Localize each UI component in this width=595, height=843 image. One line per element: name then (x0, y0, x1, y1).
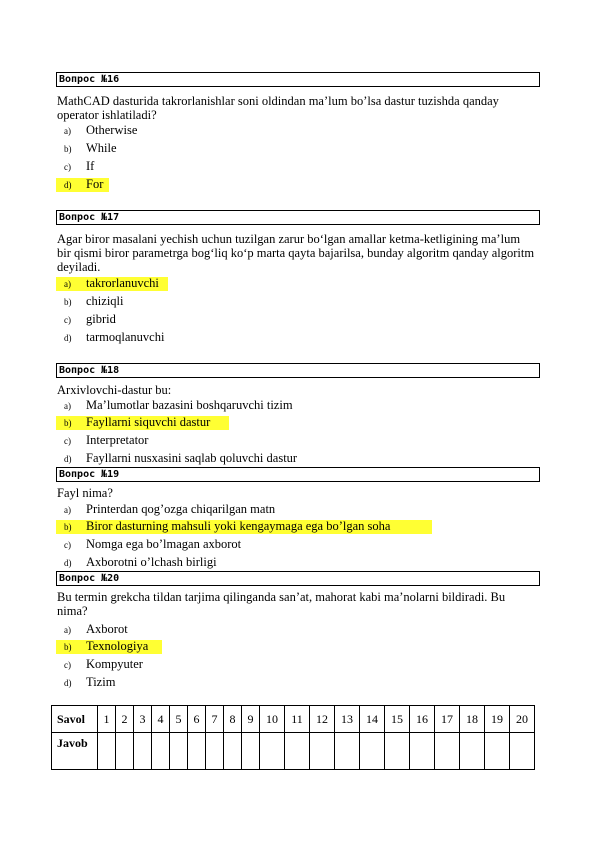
answer-cell[interactable] (134, 733, 152, 770)
option-text: gibrid (86, 312, 116, 326)
answer-cell[interactable] (206, 733, 224, 770)
option-text: chiziqli (86, 294, 124, 308)
option-letter: c) (64, 660, 71, 670)
option-text: Printerdan qog’ozga chiqarilgan matn (86, 502, 276, 516)
answer-cell[interactable] (188, 733, 206, 770)
question-number-cell: 14 (360, 706, 385, 733)
option-text: Fayllarni siquvchi dastur (86, 415, 211, 429)
question-19-text: Fayl nima? (57, 486, 113, 500)
answer-cell[interactable] (224, 733, 242, 770)
answer-cell[interactable] (510, 733, 535, 770)
question-number-cell: 16 (410, 706, 435, 733)
option-letter: c) (64, 315, 71, 325)
question-number-cell: 7 (206, 706, 224, 733)
table-row-savol (52, 706, 535, 733)
question-number-cell: 15 (385, 706, 410, 733)
question-20-header: Вопрос №20 (56, 571, 540, 586)
question-number-cell: 6 (188, 706, 206, 733)
question-number-cell: 5 (170, 706, 188, 733)
answer-cell[interactable] (460, 733, 485, 770)
answer-cell[interactable] (285, 733, 310, 770)
option-letter: c) (64, 162, 71, 172)
option-letter: a) (64, 625, 71, 635)
option-text: While (86, 141, 117, 155)
question-16-header: Вопрос №16 (56, 72, 540, 87)
question-number-cell: 17 (435, 706, 460, 733)
answer-cell[interactable] (242, 733, 260, 770)
option-letter: a) (64, 126, 71, 136)
option-letter: c) (64, 436, 71, 446)
answer-cell[interactable] (260, 733, 285, 770)
question-number-cell: 11 (285, 706, 310, 733)
answer-cell[interactable] (98, 733, 116, 770)
option-text: Texnologiya (86, 639, 149, 653)
option-letter: a) (64, 279, 71, 289)
question-number-cell: 2 (116, 706, 134, 733)
option-text: Interpretator (86, 433, 149, 447)
row-label-savol: Savol (52, 706, 98, 733)
option-letter: d) (64, 180, 72, 190)
question-17-header: Вопрос №17 (56, 210, 540, 225)
option-letter: d) (64, 558, 72, 568)
row-label-javob: Javob (52, 733, 98, 770)
option-text: Kompyuter (86, 657, 143, 671)
question-19-header: Вопрос №19 (56, 467, 540, 482)
option-letter: a) (64, 401, 71, 411)
option-text: Axborot (86, 622, 128, 636)
answer-cell[interactable] (485, 733, 510, 770)
answer-cell[interactable] (385, 733, 410, 770)
option-text: tarmoqlanuvchi (86, 330, 165, 344)
question-number-cell: 13 (335, 706, 360, 733)
answer-cell[interactable] (310, 733, 335, 770)
question-number-cell: 4 (152, 706, 170, 733)
table-row-javob (52, 733, 535, 770)
answer-cell[interactable] (116, 733, 134, 770)
question-16-text: MathCAD dasturida takrorlanishlar soni oldindan ma’lum bo’lsa dastur tuzishda qanday operator ishlatiladi? (57, 94, 499, 122)
option-letter: a) (64, 505, 71, 515)
question-20-text: Bu termin grekcha tildan tarjima qilinganda san’at, mahorat kabi ma’nolarni bildiradi. Bu nima? (57, 590, 506, 618)
answer-cell[interactable] (360, 733, 385, 770)
option-letter: b) (64, 144, 72, 154)
question-number-cell: 10 (260, 706, 285, 733)
question-number-cell: 12 (310, 706, 335, 733)
question-18-text: Arxivlovchi-dastur bu: (57, 383, 172, 397)
option-text: Fayllarni nusxasini saqlab qoluvchi dastur (86, 451, 298, 465)
question-18-header: Вопрос №18 (56, 363, 540, 378)
option-text: Ma’lumotlar bazasini boshqaruvchi tizim (86, 398, 293, 412)
option-text: If (86, 159, 95, 173)
option-letter: b) (64, 522, 72, 532)
option-letter: b) (64, 297, 72, 307)
option-text: takrorlanuvchi (86, 276, 159, 290)
answer-cell[interactable] (435, 733, 460, 770)
option-text: Biror dasturning mahsuli yoki kengaymaga ega bo’lgan soha (86, 519, 391, 533)
option-letter: d) (64, 333, 72, 343)
answer-cell[interactable] (410, 733, 435, 770)
question-number-cell: 3 (134, 706, 152, 733)
option-text: Axborotni o’lchash birligi (86, 555, 217, 569)
option-letter: c) (64, 540, 71, 550)
option-letter: d) (64, 678, 72, 688)
question-number-cell: 20 (510, 706, 535, 733)
question-number-cell: 8 (224, 706, 242, 733)
answer-cell[interactable] (152, 733, 170, 770)
question-number-cell: 18 (460, 706, 485, 733)
option-text: Nomga ega bo’lmagan axborot (86, 537, 242, 551)
option-text: For (86, 177, 104, 191)
answer-cell[interactable] (170, 733, 188, 770)
option-text: Tizim (86, 675, 116, 689)
question-number-cell: 19 (485, 706, 510, 733)
answer-table (51, 705, 535, 770)
question-number-cell: 1 (98, 706, 116, 733)
question-17-text: Agar biror masalani yechish uchun tuzilgan zarur bo‘lgan amallar ketma-ketligining ma’lum bir qismi biror parametrga bog‘liq ko‘p marta qayta bajarilsa, bunday algoritm qanday algoritm deyiladi. (57, 232, 535, 274)
answer-cell[interactable] (335, 733, 360, 770)
option-letter: d) (64, 454, 72, 464)
option-letter: b) (64, 418, 72, 428)
option-letter: b) (64, 642, 72, 652)
question-number-cell: 9 (242, 706, 260, 733)
option-text: Otherwise (86, 123, 138, 137)
